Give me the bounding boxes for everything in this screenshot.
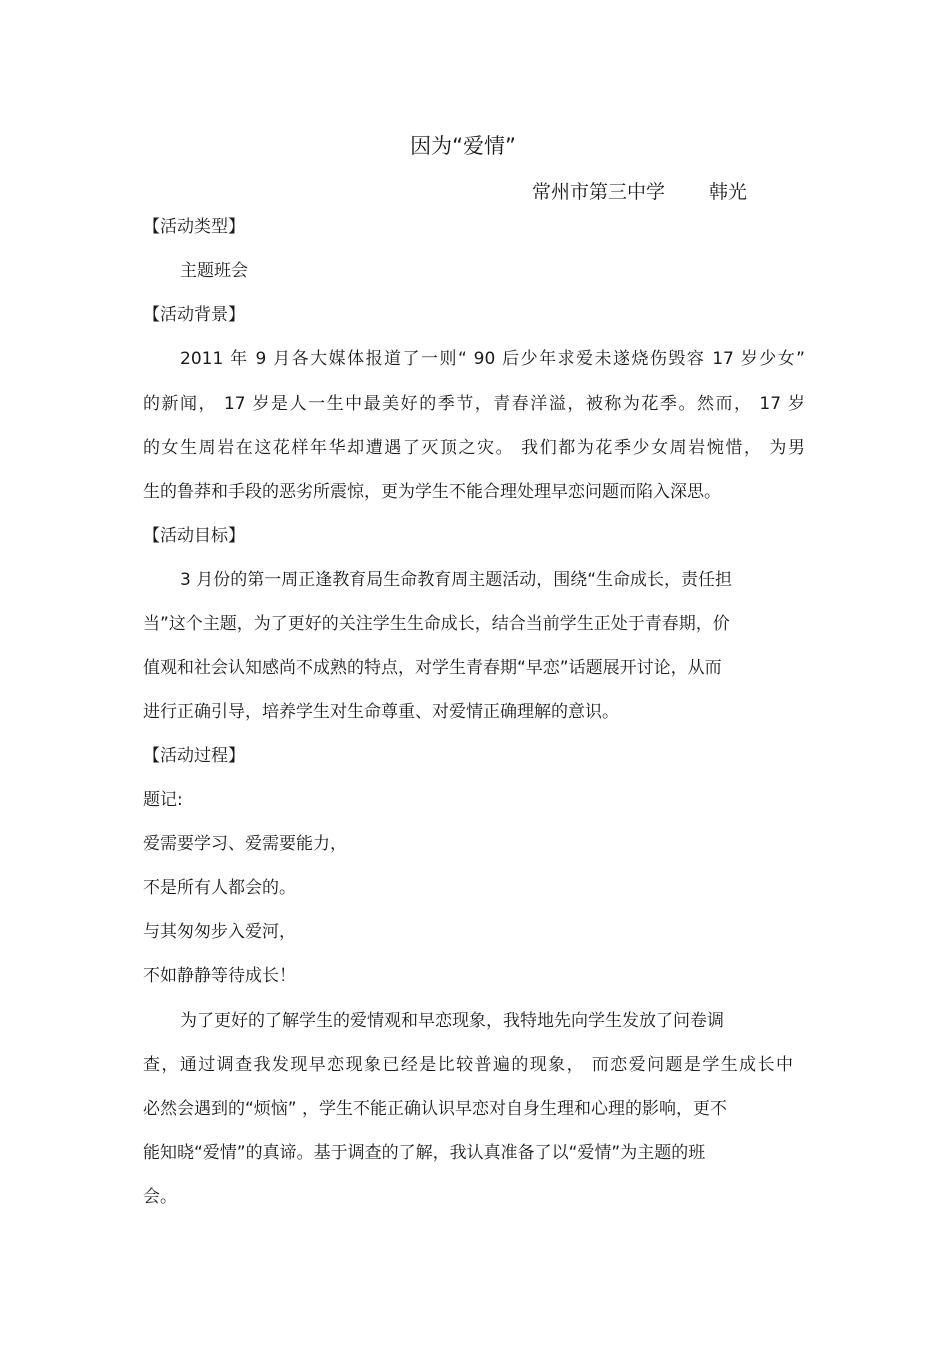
section-heading-process: 【活动过程】 (143, 746, 245, 766)
section-heading-goal: 【活动目标】 (143, 526, 245, 546)
background-line: 的女生周岩在这花样年华却遭遇了灭顶之灾。 我们都为花季少女周岩惋惜， 为男 (143, 438, 805, 458)
process-line: 必然会遇到的“烦恼” ，学生不能正确认识早恋对自身生理和心理的影响，更不 (143, 1099, 728, 1119)
author-name: 韩光 (709, 181, 748, 203)
section-heading-type: 【活动类型】 (143, 217, 245, 237)
section-heading-background: 【活动背景】 (143, 305, 245, 325)
goal-line: 进行正确引导，培养学生对生命尊重、对爱情正确理解的意识。 (143, 702, 619, 722)
goal-line: 3 月份的第一周正逢教育局生命教育周主题活动，围绕“生命成长，责任担 (180, 570, 733, 590)
epigraph-line: 不是所有人都会的。 (143, 878, 296, 898)
process-line: 会。 (143, 1187, 177, 1207)
process-line: 为了更好的了解学生的爱情观和早恋现象，我特地先向学生发放了问卷调 (180, 1011, 724, 1031)
type-body: 主题班会 (180, 261, 248, 281)
background-line: 的新闻， 17 岁是人一生中最美好的季节，青春洋溢，被称为花季。然而， 17 岁 (143, 394, 805, 414)
background-line: 生的鲁莽和手段的恶劣所震惊，更为学生不能合理处理早恋问题而陷入深思。 (143, 482, 721, 502)
background-line: 2011 年 9 月各大媒体报道了一则“ 90 后少年求爱未遂烧伤毁容 17 岁少女” (180, 349, 805, 369)
epigraph-line: 与其匆匆步入爱河， (143, 922, 296, 942)
byline (532, 180, 747, 204)
document-title: 因为“爱情” (410, 134, 516, 158)
process-line: 能知晓“爱情”的真谛。基于调查的了解，我认真准备了以“爱情”为主题的班 (143, 1143, 706, 1163)
goal-line: 值观和社会认知感尚不成熟的特点，对学生青春期“早恋”话题展开讨论，从而 (143, 658, 722, 678)
school-name: 常州市第三中学 (532, 181, 666, 203)
epigraph-line: 不如静静等待成长！ (143, 966, 296, 986)
goal-line: 当”这个主题，为了更好的关注学生生命成长，结合当前学生正处于青春期，价 (143, 614, 730, 634)
process-line: 查，通过调查我发现早恋现象已经是比较普遍的现象， 而恋爱问题是学生成长中 (143, 1055, 793, 1075)
epigraph-label: 题记: (143, 790, 183, 810)
epigraph-line: 爱需要学习、爱需要能力， (143, 834, 347, 854)
